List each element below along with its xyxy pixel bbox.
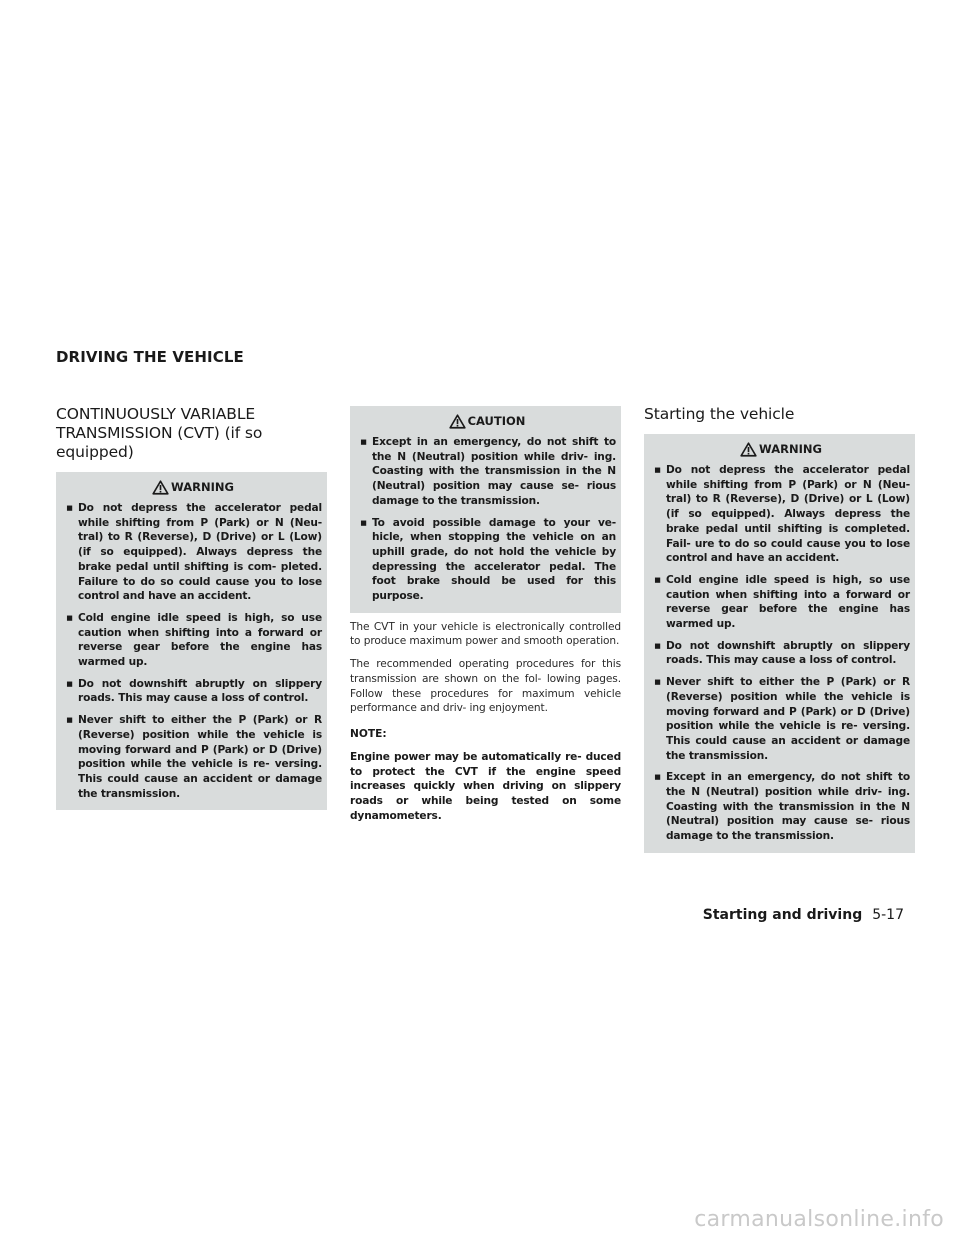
list-item-text: Cold engine idle speed is high, so use caution when shifting into a forward or reverse gear before the engine has warmed up.: [666, 573, 910, 631]
warning-title: [652, 438, 910, 460]
column-2: [350, 406, 621, 823]
caution-title: [358, 410, 616, 432]
list-item-text: Do not depress the accelerator pedal while shifting from P (Park) or N (Neu- tral) to R (Reverse), D (Drive) or L (Low) (if so equipped). Always depress the brake pedal until shifting is com- pleted. Failure to do so could cause you to lose control and have an accident.: [78, 502, 322, 603]
body-paragraph: The recommended operating procedures for this transmission are shown on the fol- lowing pages. Follow these procedures for maximum vehicle performance and driv- ing enjoyment.: [350, 658, 621, 715]
warning-list: [64, 501, 322, 801]
body-paragraph: The CVT in your vehicle is electronically controlled to produce maximum power and smooth operation.: [350, 620, 621, 648]
section-header: DRIVING THE VEHICLE: [56, 348, 244, 366]
list-item-text: Except in an emergency, do not shift to the N (Neutral) position while driv- ing. Coasting with the transmission in the N (Neutral) position may cause se- rious damage to the transmission.: [372, 436, 616, 507]
list-item-text: Except in an emergency, do not shift to the N (Neutral) position while driv- ing. Coasting with the transmission in the N (Neutral) position may cause se- rious damage to the transmission.: [666, 771, 910, 843]
list-item: ▪ Do not depress the accelerator pedal while shifting from P (Park) or N (Neu- tral) to R (Reverse), D (Drive) or L (Low) (if so equipped). Always depress the brake pedal until shifting is com- pleted. Failure to do so could cause you to lose control and have an accident.: [66, 502, 322, 603]
caution-title-label: CAUTION: [467, 414, 526, 428]
list-item: ▪ Do not downshift abruptly on slippery roads. This may cause a loss of control.: [654, 639, 910, 667]
warning-title-label: WARNING: [171, 480, 234, 494]
list-item-text: To avoid possible damage to your ve- hicle, when stopping the vehicle on an uphill grade, do not hold the vehicle by depressing the accelerator pedal. The foot brake should be used for this purpose.: [372, 516, 616, 603]
footer-chapter: Starting and driving: [702, 907, 863, 923]
list-item-text: Never shift to either the P (Park) or R (Reverse) position while the vehicle is moving forward and P (Park) or D (Drive) position while the vehicle is re- versing. This could cause an accident or damage the transmission.: [666, 676, 910, 762]
warning-title-label: WARNING: [759, 442, 822, 456]
list-item: ▪ To avoid possible damage to your ve- hicle, when stopping the vehicle on an uphill grade, do not hold the vehicle by depressing the accelerator pedal. The foot brake should be used for this purpose.: [360, 516, 616, 603]
list-item: ▪ Do not downshift abruptly on slippery roads. This may cause a loss of control.: [66, 677, 322, 705]
list-item: ▪ Except in an emergency, do not shift to the N (Neutral) position while driv- ing. Coasting with the transmission in the N (Neutral) position may cause se- rious damage to the transmission.: [360, 436, 616, 507]
list-item: ▪ Except in an emergency, do not shift to the N (Neutral) position while driv- ing. Coasting with the transmission in the N (Neutral) position may cause se- rious damage to the transmission.: [654, 771, 910, 843]
warning-box-starting: [644, 434, 915, 853]
list-item: ▪ Never shift to either the P (Park) or R (Reverse) position while the vehicle is moving forward and P (Park) or D (Drive) position while the vehicle is re- versing. This could cause an accident or damage the transmission.: [66, 714, 322, 800]
column-3: [644, 400, 915, 853]
list-item: ▪ Do not depress the accelerator pedal while shifting from P (Park) or N (Neu- tral) to R (Reverse), D (Drive) or L (Low) (if so equipped). Always depress the brake pedal until shifting is completed. Fail- ure to do so could cause you to lose control and have an accident.: [654, 464, 910, 565]
list-item-text: Do not downshift abruptly on slippery roads. This may cause a loss of control.: [78, 677, 322, 705]
caution-box: [350, 406, 621, 613]
list-item: ▪ Cold engine idle speed is high, so use caution when shifting into a forward or reverse gear before the engine has warmed up.: [66, 611, 322, 669]
page-footer: [703, 907, 904, 923]
column-1: [56, 400, 327, 810]
warning-list: [652, 463, 910, 844]
list-item-text: Do not depress the accelerator pedal while shifting from P (Park) or N (Neu- tral) to R (Reverse), D (Drive) or L (Low) (if so equipped). Always depress the brake pedal until shifting is completed. Fail- ure to do so could cause you to lose control and have an accident.: [666, 464, 910, 565]
list-item: ▪ Cold engine idle speed is high, so use caution when shifting into a forward or reverse gear before the engine has warmed up.: [654, 573, 910, 631]
note-label: NOTE:: [350, 727, 387, 740]
cvt-heading: CONTINUOUSLY VARIABLE TRANSMISSION (CVT) (if so equipped): [56, 405, 263, 461]
footer-page-number: 5-17: [872, 907, 904, 923]
list-item: ▪ Never shift to either the P (Park) or R (Reverse) position while the vehicle is moving forward and P (Park) or D (Drive) position while the vehicle is re- versing. This could cause an accident or damage the transmission.: [654, 676, 910, 762]
warning-triangle-icon: [740, 442, 757, 457]
warning-triangle-icon: [449, 414, 466, 429]
warning-triangle-icon: [152, 480, 169, 495]
warning-title: [64, 476, 322, 498]
note-text: Engine power may be automatically re- duced to protect the CVT if the engine speed increases quickly when driving on slippery roads or while being tested on some dynamometers.: [350, 750, 621, 822]
list-item-text: Never shift to either the P (Park) or R (Reverse) position while the vehicle is moving forward and P (Park) or D (Drive) position while the vehicle is re- versing. This could cause an accident or damage the transmission.: [78, 714, 322, 800]
list-item-text: Do not downshift abruptly on slippery roads. This may cause a loss of control.: [666, 639, 910, 667]
list-item-text: Cold engine idle speed is high, so use caution when shifting into a forward or reverse gear before the engine has warmed up.: [78, 611, 322, 669]
watermark: carmanualsonline.info: [694, 1207, 944, 1232]
warning-box-cvt: [56, 472, 327, 810]
starting-heading: Starting the vehicle: [644, 405, 795, 423]
caution-list: [358, 435, 616, 604]
